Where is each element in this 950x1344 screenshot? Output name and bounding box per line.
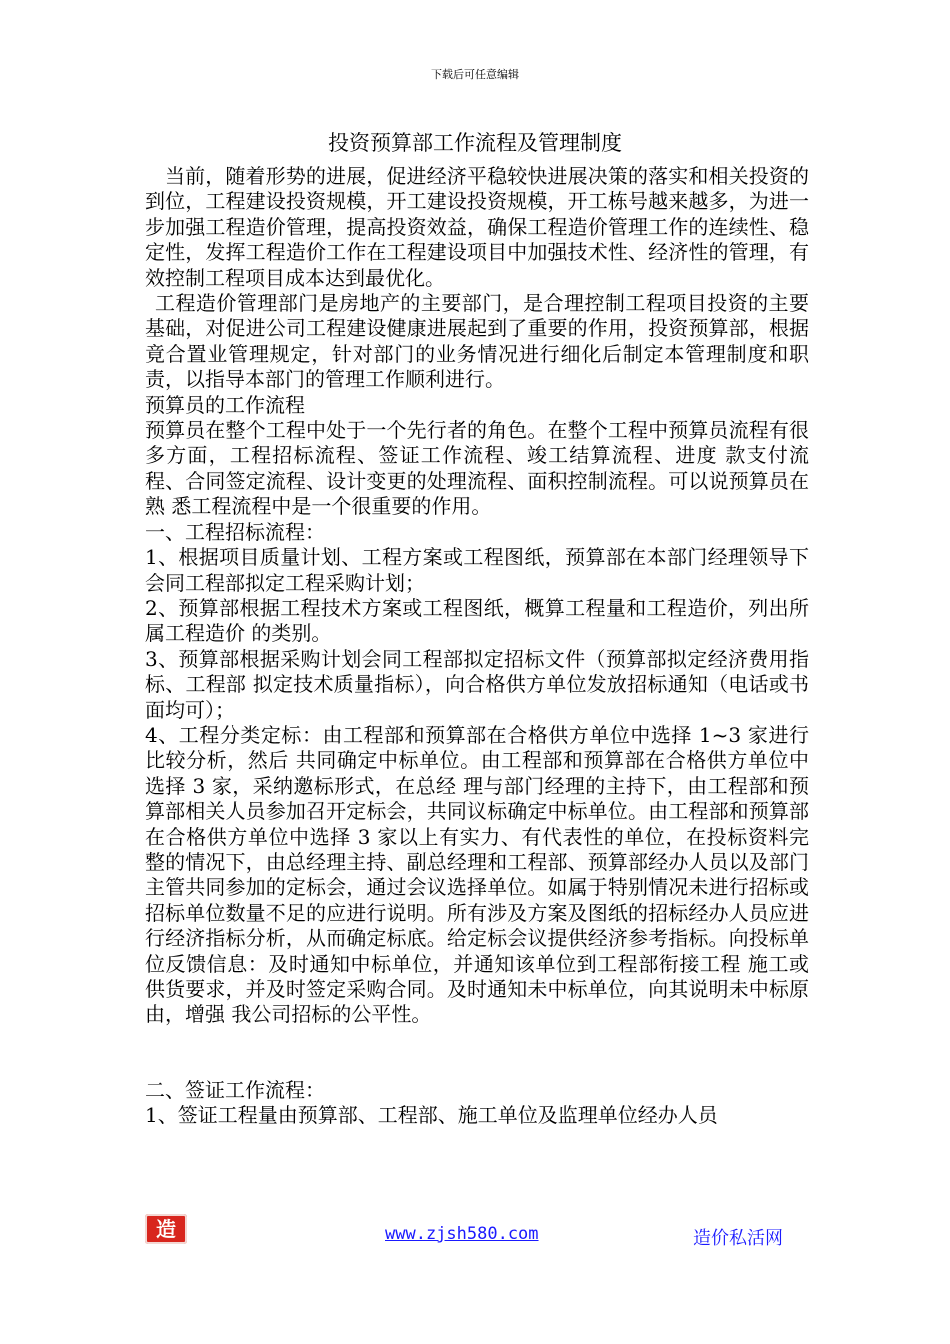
section-heading-bidding: 一、工程招标流程： <box>145 519 325 544</box>
page-footer <box>145 1212 809 1248</box>
bidding-item-3: 3、预算部根据采购计划会同工程部拟定招标文件（预算部拟定经济费用指标、工程部 拟定技术质量指标），向合格供方单位发放招标通知（电话或书面均可）； <box>145 646 809 722</box>
section-heading-workflow: 预算员的工作流程 <box>145 392 305 417</box>
blank-space <box>145 1028 809 1078</box>
document-body <box>145 164 809 1129</box>
site-name-link[interactable]: 造价私活网 <box>693 1228 783 1248</box>
department-paragraph: 工程造价管理部门是房地产的主要部门，是合理控制工程项目投资的主要基础，对促进公司工程建设健康进展起到了重要的作用，投资预算部，根据竟合置业管理规定，针对部门的业务情况进行细化后制定本管理制度和职责，以指导本部门的管理工作顺利进行。 <box>145 291 809 392</box>
section-heading-visa: 二、签证工作流程： <box>145 1077 325 1102</box>
bidding-item-4: 4、工程分类定标：由工程部和预算部在合格供方单位中选择 1~3 家进行比较分析，然后 共同确定中标单位。由工程部和预算部在合格供方单位中选择 3 家，采纳邀标形式，在总经 理与部门经理的主持下，由工程部和预算部相关人员参加召开定标会，共同议标确定中标单位。由工程部和预算部在合格供方单位中选择 3 家以上有实力、有代表性的单位，在投标资料完 整的情况下，由总经理主持、副总经理和工程部、预算部经办人员以及部门主管共同参加的定标会，通过会议选择单位。如属于特别情况未进行招标或招标单位数量不足的应进行说明。所有涉及方案及图纸的招标经办人员应进行经济指标分析，从而确定标底。给定标会议提供经济参考指标。向投标单位反馈信息：及时通知中标单位，并通知该单位到工程部衔接工程 施工或供货要求，并及时签定采购合同。及时通知未中标单位，向其说明未中标原由，增强 我公司招标的公平性。 <box>145 722 809 1027</box>
bidding-item-2: 2、预算部根据工程技术方案或工程图纸，概算工程量和工程造价，列出所属工程造价 的类别。 <box>145 595 809 646</box>
site-logo-icon[interactable]: 造 <box>145 1214 187 1244</box>
intro-paragraph: 当前，随着形势的进展，促进经济平稳较快进展决策的落实和相关投资的到位，工程建设投资规模，开工建设投资规模，开工栋号越来越多，为进一步加强工程造价管理，提高投资效益，确保工程造价管理工作的连续性、稳定性，发挥工程造价工作在工程建设项目中加强技术性、经济性的管理，有效控制工程项目成本达到最优化。 <box>145 164 809 290</box>
document-title: 投资预算部工作流程及管理制度 <box>328 131 622 155</box>
visa-item-1: 1、签证工程量由预算部、工程部、施工单位及监理单位经办人员 <box>145 1103 718 1128</box>
bidding-item-1: 1、根据项目质量计划、工程方案或工程图纸，预算部在本部门经理领导下会同工程部拟定工程采购计划； <box>145 545 809 595</box>
site-url-link[interactable]: www.zjsh580.com <box>385 1224 539 1244</box>
workflow-paragraph: 预算员在整个工程中处于一个先行者的角色。在整个工程中预算员流程有很多方面，工程招标流程、签证工作流程、竣工结算流程、进度 款支付流程、合同签定流程、设计变更的处理流程、面积控制流程。可以说预算员在熟 悉工程流程中是一个很重要的作用。 <box>145 418 809 519</box>
header-note: 下载后可任意编辑 <box>431 68 519 81</box>
